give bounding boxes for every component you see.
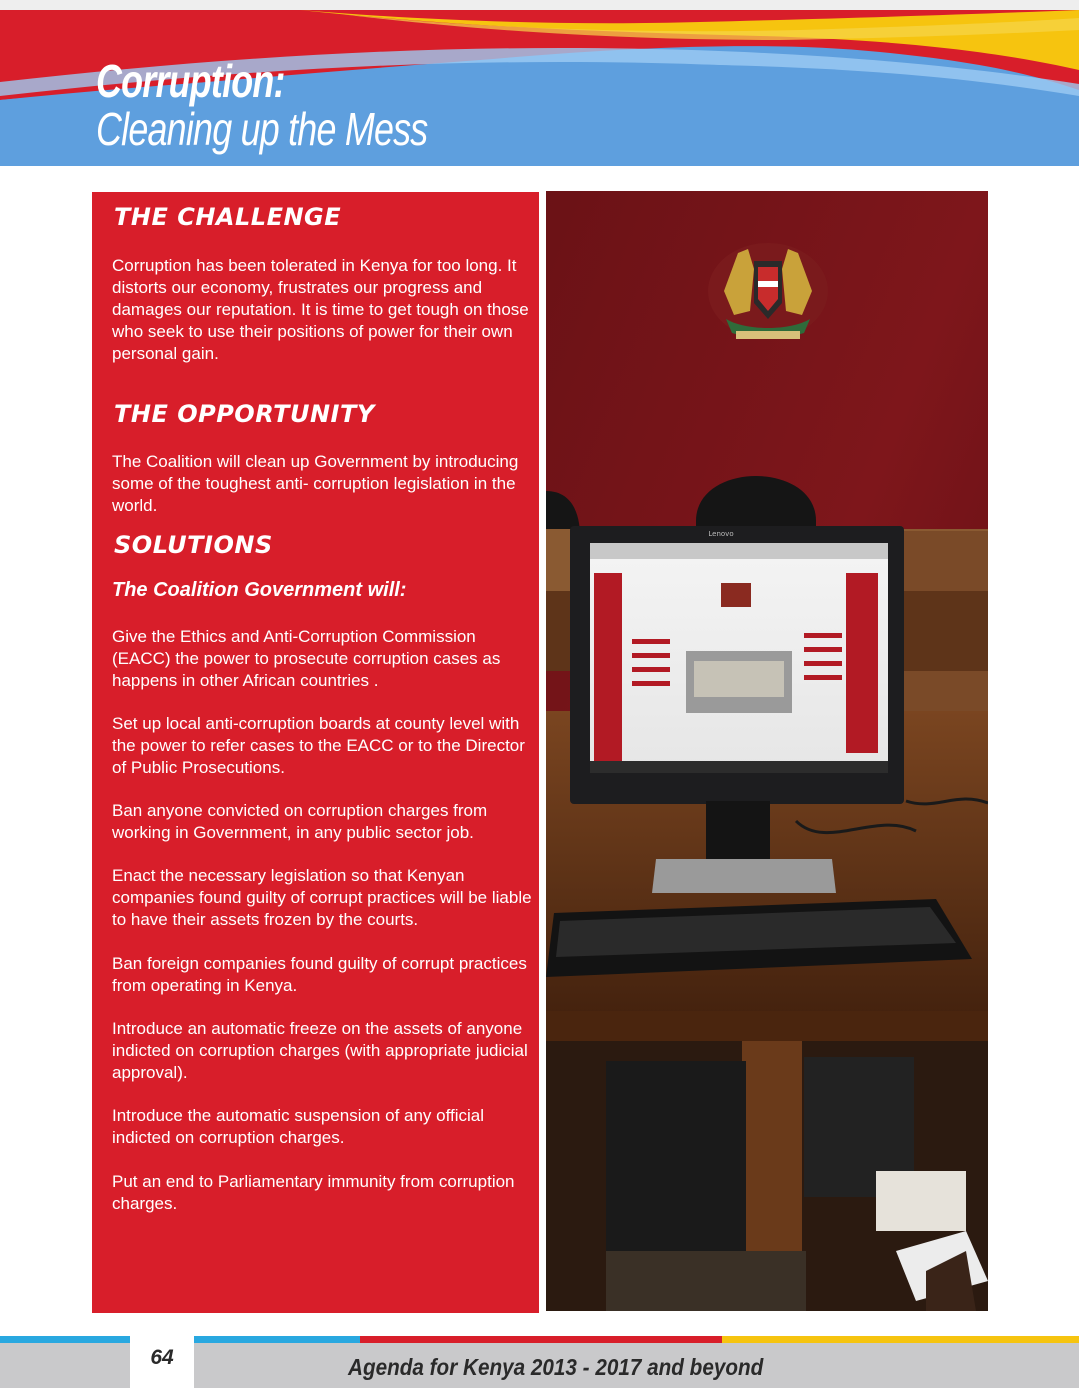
title-sub: Cleaning up the Mess [96, 103, 428, 155]
challenge-heading: THE CHALLENGE [114, 203, 342, 231]
title-main: Corruption: [96, 55, 285, 107]
solution-item: Ban anyone convicted on corruption charges from working in Government, in any public sector job. [112, 801, 488, 842]
courtroom-computer-photo [546, 191, 988, 1311]
solution-item: Introduce the automatic suspension of any official indicted on corruption charges. [112, 1106, 485, 1147]
solution-item: Give the Ethics and Anti-Corruption Commission (EACC) the power to prosecute corruption cases as happens in other African countries . [112, 627, 501, 690]
footer-stripe-red [360, 1336, 722, 1343]
monitor-brand: Lenovo [708, 530, 734, 538]
footer-stripe-yellow [722, 1336, 1079, 1343]
solution-item: Set up local anti-corruption boards at county level with the power to refer cases to the EACC or to the Director of Public Prosecutions. [112, 714, 525, 777]
solutions-intro: The Coalition Government will: [112, 579, 407, 601]
challenge-text: Corruption has been tolerated in Kenya for too long. It distorts our economy, frustrates our progress and damages our reputation. It is time to get tough on those who seek to use their positions of power for their own personal gain. [112, 256, 529, 363]
footer-title: Agenda for Kenya 2013 - 2017 and beyond [348, 1354, 764, 1380]
opportunity-heading: THE OPPORTUNITY [114, 400, 375, 428]
solution-item: Introduce an automatic freeze on the assets of anyone indicted on corruption charges (with appropriate judicial approval). [112, 1019, 528, 1082]
page-number: 64 [150, 1346, 174, 1369]
page-header [0, 0, 1079, 166]
solution-item: Ban foreign companies found guilty of corrupt practices from operating in Kenya. [112, 954, 527, 995]
content-panel [92, 192, 539, 1313]
footer-stripe-blue [0, 1336, 130, 1343]
footer-stripe-blue-2 [194, 1336, 360, 1343]
page-title [96, 55, 428, 155]
opportunity-text: The Coalition will clean up Government by introducing some of the toughest anti- corruption legislation in the world. [112, 452, 519, 515]
photo-illustration [546, 191, 988, 1311]
solution-item: Enact the necessary legislation so that Kenyan companies found guilty of corrupt practices will be liable to have their assets frozen by the courts. [112, 866, 532, 929]
solution-item: Put an end to Parliamentary immunity from corruption charges. [112, 1172, 515, 1213]
coat-of-arms-icon [708, 243, 828, 339]
solutions-heading: SOLUTIONS [114, 531, 273, 559]
